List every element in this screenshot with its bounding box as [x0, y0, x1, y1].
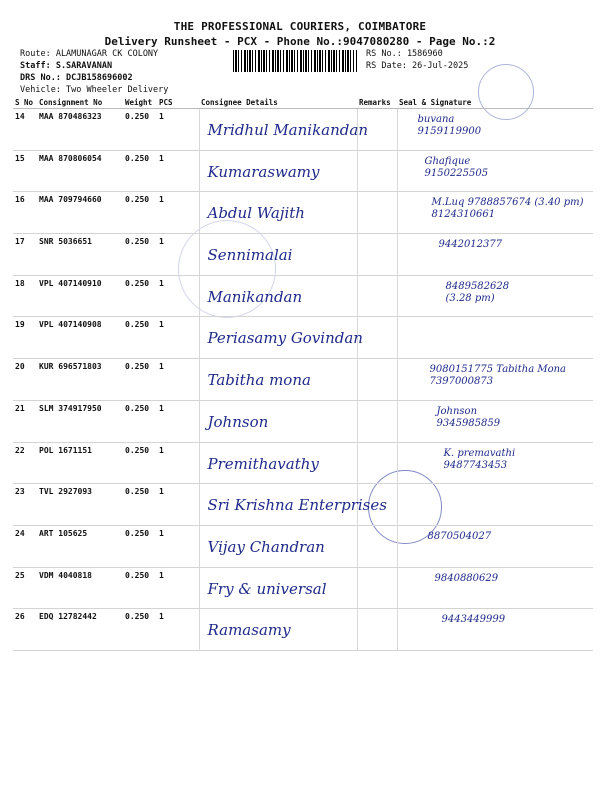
- weight-value: 0.250: [123, 442, 157, 484]
- consignee-cell: [199, 484, 387, 526]
- consignee-name: Kumaraswamy: [207, 162, 320, 181]
- remarks-cell: [357, 359, 397, 401]
- consignment-number: VPL 407140910: [37, 275, 123, 317]
- consignment-number: MAA 870806054: [37, 150, 123, 192]
- signature-text: 9150225505: [424, 167, 489, 179]
- table-row: [13, 609, 593, 651]
- signature-text: 9442012377: [438, 239, 503, 251]
- consignee-cell: [199, 359, 357, 401]
- consignment-number: MAA 870486323: [37, 109, 123, 151]
- signature-text: Johnson: [436, 405, 478, 417]
- signature-text: 8870504027: [427, 530, 492, 542]
- weight-value: 0.250: [123, 609, 157, 651]
- signature-text: (3.28 pm): [445, 292, 495, 304]
- remarks-cell: [357, 234, 397, 276]
- table-row: [13, 359, 593, 401]
- col-header: Weight: [123, 96, 157, 109]
- pieces-count: 1: [157, 359, 199, 401]
- serial-number: 17: [13, 234, 37, 276]
- consignee-name: Periasamy Govindan: [207, 329, 363, 348]
- weight-value: 0.250: [123, 525, 157, 567]
- remarks-cell: [357, 150, 397, 192]
- weight-value: 0.250: [123, 317, 157, 359]
- serial-number: 22: [13, 442, 37, 484]
- serial-number: 23: [13, 484, 37, 526]
- signature-text: 9345985859: [436, 417, 501, 429]
- consignee-name: Mridhul Manikandan: [207, 121, 368, 139]
- signature-cell[interactable]: [397, 484, 593, 526]
- serial-number: 14: [13, 109, 37, 151]
- weight-value: 0.250: [123, 109, 157, 151]
- table-row: [13, 525, 593, 567]
- pieces-count: 1: [157, 609, 199, 651]
- remarks-cell: [357, 609, 397, 651]
- remarks-cell: [357, 192, 397, 234]
- pieces-count: 1: [157, 275, 199, 317]
- pieces-count: 1: [157, 109, 199, 151]
- serial-number: 20: [13, 359, 37, 401]
- col-header: Remarks: [357, 96, 397, 109]
- signature-cell[interactable]: [397, 359, 593, 401]
- col-header: PCS: [157, 96, 199, 109]
- table-row: [13, 192, 593, 234]
- signature-cell[interactable]: [397, 109, 593, 151]
- signature-text: M.Luq 9788857674 (3.40 pm): [431, 197, 584, 209]
- remarks-cell: [357, 275, 397, 317]
- signature-cell[interactable]: [397, 442, 593, 484]
- serial-number: 16: [13, 192, 37, 234]
- consignee-name: Manikandan: [207, 287, 303, 306]
- runsheet-table: [13, 96, 593, 651]
- consignment-number: VPL 407140908: [37, 317, 123, 359]
- remarks-cell: [357, 317, 397, 359]
- pieces-count: 1: [157, 442, 199, 484]
- signature-cell[interactable]: [397, 567, 593, 609]
- consignment-number: EDQ 12782442: [37, 609, 123, 651]
- consignee-name: Fry & universal: [207, 579, 327, 598]
- signature-text: Ghafique: [424, 155, 471, 167]
- serial-number: 24: [13, 525, 37, 567]
- consignee-name: Ramasamy: [207, 621, 291, 640]
- signature-text: 8124310661: [431, 209, 496, 221]
- consignee-name: Vijay Chandran: [207, 537, 325, 556]
- staff-label: Staff: S.SARAVANAN: [20, 61, 113, 71]
- consignment-number: KUR 696571803: [37, 359, 123, 401]
- table-row: [13, 234, 593, 276]
- consignee-cell: [199, 317, 363, 359]
- weight-value: 0.250: [123, 567, 157, 609]
- consignment-number: POL 1671151: [37, 442, 123, 484]
- table-row: [13, 275, 593, 317]
- consignment-number: MAA 709794660: [37, 192, 123, 234]
- consignee-cell: [199, 192, 357, 234]
- signature-text: 9159119900: [417, 126, 482, 137]
- consignee-name: Premithavathy: [207, 454, 319, 473]
- route-label: Route: ALAMUNAGAR CK COLONY: [20, 49, 159, 59]
- table-row: [13, 317, 593, 359]
- signature-cell[interactable]: [397, 234, 593, 276]
- consignee-name: Sennimalai: [207, 246, 293, 265]
- table-row: [13, 150, 593, 192]
- serial-number: 26: [13, 609, 37, 651]
- signature-text: 7397000873: [429, 376, 494, 388]
- pieces-count: 1: [157, 525, 199, 567]
- table-row: [13, 109, 593, 151]
- signature-cell[interactable]: [397, 275, 593, 317]
- signature-text: buvana: [417, 114, 455, 125]
- serial-number: 25: [13, 567, 37, 609]
- signature-cell[interactable]: [397, 609, 593, 651]
- signature-text: 9080151775 Tabitha Mona: [429, 364, 567, 376]
- signature-cell[interactable]: [397, 192, 593, 234]
- weight-value: 0.250: [123, 359, 157, 401]
- consignee-cell: [199, 567, 357, 609]
- serial-number: 18: [13, 275, 37, 317]
- runsheet-subtitle: Delivery Runsheet - PCX - Phone No.:9047080280 - Page No.:2: [104, 35, 496, 48]
- consignee-cell: [199, 525, 357, 567]
- col-header: Consignee Details: [199, 96, 357, 109]
- signature-cell[interactable]: [397, 150, 593, 192]
- consignee-cell: [199, 442, 357, 484]
- table-row: [13, 484, 593, 526]
- col-header: Seal & Signature: [397, 96, 593, 109]
- pieces-count: 1: [157, 484, 199, 526]
- pieces-count: 1: [157, 234, 199, 276]
- pieces-count: 1: [157, 317, 199, 359]
- weight-value: 0.250: [123, 275, 157, 317]
- remarks-cell: [357, 400, 397, 442]
- weight-value: 0.250: [123, 400, 157, 442]
- pieces-count: 1: [157, 192, 199, 234]
- weight-value: 0.250: [123, 192, 157, 234]
- table-row: [13, 442, 593, 484]
- consignee-cell: [199, 275, 357, 317]
- signature-text: K. premavathi: [443, 447, 516, 459]
- col-header: Consignment No: [37, 96, 123, 109]
- consignee-name: Tabitha mona: [207, 371, 311, 390]
- weight-value: 0.250: [123, 484, 157, 526]
- consignee-cell: [199, 150, 357, 192]
- consignee-cell: [199, 609, 357, 651]
- vehicle-label: Vehicle: Two Wheeler Delivery: [20, 85, 169, 95]
- signature-cell[interactable]: [397, 525, 593, 567]
- signature-text: 8489582628: [445, 280, 510, 292]
- serial-number: 21: [13, 400, 37, 442]
- rs-number: RS No.: 1586960: [366, 49, 443, 59]
- consignee-cell: [199, 400, 357, 442]
- table-row: [13, 400, 593, 442]
- company-title: THE PROFESSIONAL COURIERS, COIMBATORE: [173, 20, 427, 33]
- consignment-number: TVL 2927093: [37, 484, 123, 526]
- remarks-cell: [357, 525, 397, 567]
- consignee-name: Sri Krishna Enterprises: [207, 496, 387, 515]
- signature-text: 9840880629: [434, 572, 499, 584]
- rs-date: RS Date: 26-Jul-2025: [366, 61, 469, 71]
- drs-label: DRS No.: DCJB158696002: [20, 73, 133, 83]
- consignee-name: Abdul Wajith: [207, 204, 305, 223]
- signature-cell[interactable]: [397, 317, 593, 359]
- consignment-number: SNR 5036651: [37, 234, 123, 276]
- table-row: [13, 567, 593, 609]
- consignee-cell: [199, 234, 357, 276]
- pieces-count: 1: [157, 400, 199, 442]
- pieces-count: 1: [157, 150, 199, 192]
- remarks-cell: [357, 567, 397, 609]
- pieces-count: 1: [157, 567, 199, 609]
- weight-value: 0.250: [123, 234, 157, 276]
- signature-text: 9487743453: [443, 459, 508, 471]
- consignment-number: VDM 4040818: [37, 567, 123, 609]
- table-header-row: [13, 96, 593, 109]
- col-header: S No: [13, 96, 37, 109]
- remarks-cell: [357, 442, 397, 484]
- signature-cell[interactable]: [397, 400, 593, 442]
- weight-value: 0.250: [123, 150, 157, 192]
- consignee-name: Johnson: [207, 412, 269, 431]
- consignment-number: ART 105625: [37, 525, 123, 567]
- consignment-number: SLM 374917950: [37, 400, 123, 442]
- consignee-cell: [199, 109, 368, 151]
- serial-number: 19: [13, 317, 37, 359]
- serial-number: 15: [13, 150, 37, 192]
- signature-text: 9443449999: [441, 614, 506, 626]
- barcode: [233, 50, 357, 72]
